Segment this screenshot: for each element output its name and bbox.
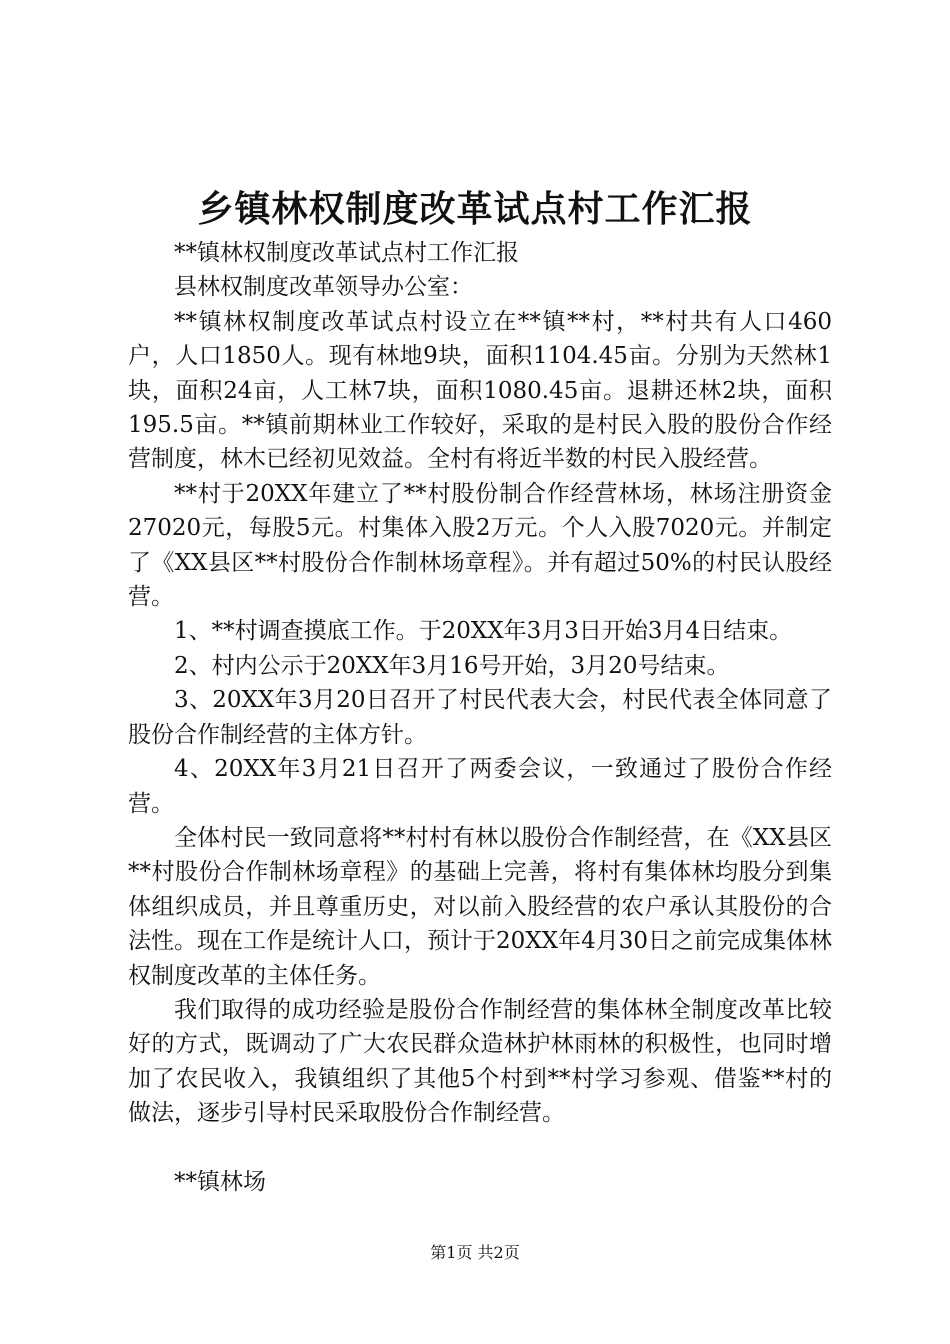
- body-paragraph: **镇林权制度改革试点村设立在**镇**村，**村共有人口460户，人口1850人。现有林地9块，面积1104.45亩。分别为天然林1块，面积24亩，人工林7块，面积1080.45亩。退耕还林2块，面积195.5亩。**镇前期林业工作较好，采取的是村民入股的股份合作经营制度，林木已经初见效益。全村有将近半数的村民入股经营。: [128, 308, 832, 473]
- body-paragraph: **村于20XX年建立了**村股份制合作经营林场，林场注册资金27020元，每股5元。村集体入股2万元。个人入股7020元。并制定了《XX县区**村股份合作制林场章程》。并有超过50%的村民认股经营。: [128, 480, 832, 611]
- list-item-paragraph: 3、20XX年3月20日召开了村民代表大会，村民代表全体同意了股份合作制经营的主体方针。: [128, 687, 832, 748]
- subtitle-paragraph: **镇林权制度改革试点村工作汇报: [174, 240, 519, 266]
- list-item-paragraph: 1、**村调查摸底工作。于20XX年3月3日开始3月4日结束。: [174, 618, 793, 645]
- document-title: 乡镇林权制度改革试点村工作汇报: [197, 189, 753, 230]
- body-paragraph: 我们取得的成功经验是股份合作制经营的集体林全制度改革比较好的方式，既调动了广大农民群众造林护林雨林的积极性，也同时增加了农民收入，我镇组织了其他5个村到**村学习参观、借鉴**村的做法，逐步引导村民采取股份合作制经营。: [128, 996, 832, 1127]
- signature: **镇林场: [174, 1168, 266, 1195]
- addressee-paragraph: 县林权制度改革领导办公室：: [174, 274, 473, 301]
- page-footer: 第1页 共2页: [430, 1243, 520, 1262]
- list-item-paragraph: 4、20XX年3月21日召开了两委会议，一致通过了股份合作经营。: [128, 756, 832, 817]
- document-body: [128, 236, 832, 1199]
- list-item-paragraph: 2、村内公示于20XX年3月16号开始，3月20号结束。: [174, 652, 730, 679]
- body-paragraph: 全体村民一致同意将**村村有林以股份合作制经营，在《XX县区**村股份合作制林场章程》的基础上完善，将村有集体林均股分到集体组织成员，并且尊重历史，对以前入股经营的农户承认其股份的合法性。现在工作是统计人口，预计于20XX年4月30日之前完成集体林权制度改革的主体任务。: [128, 824, 832, 989]
